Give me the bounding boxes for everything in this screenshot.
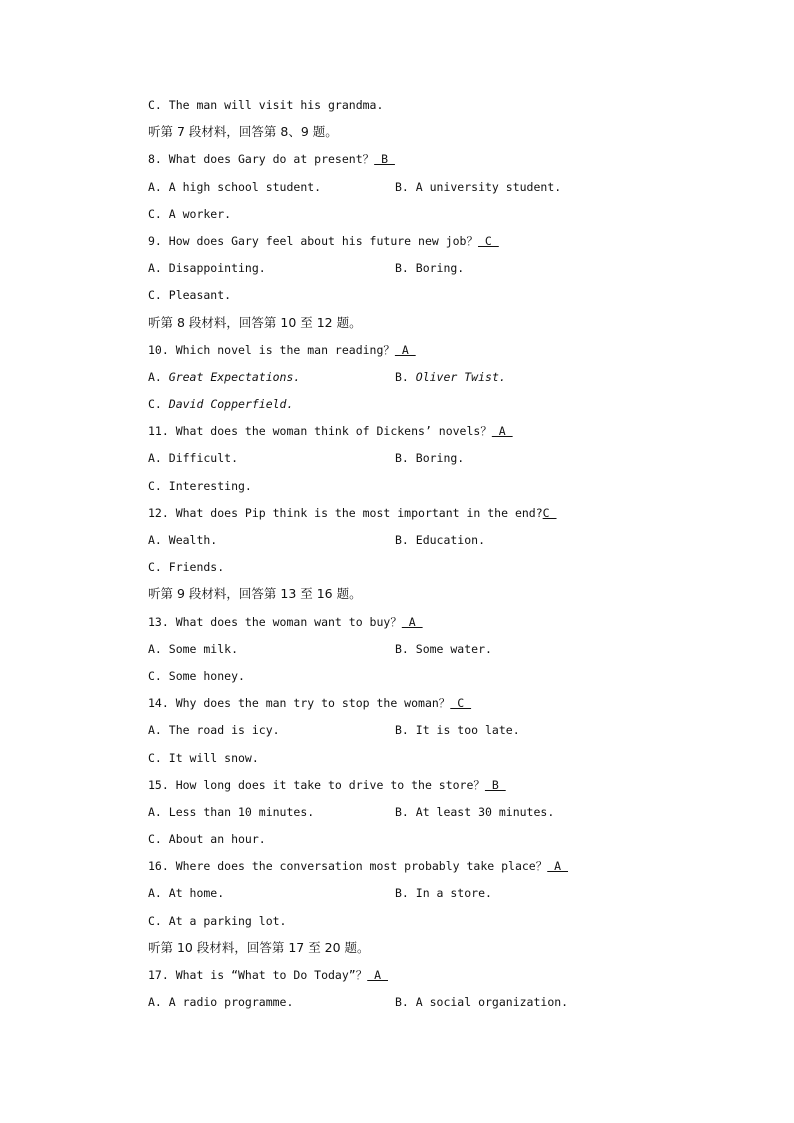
option-c: C. At a parking lot. — [148, 913, 287, 928]
answer-blank: A — [367, 968, 388, 982]
question-text: 17. What is “What to Do Today”？ — [148, 968, 368, 982]
question-text: 14. Why does the man try to stop the woman？ — [148, 696, 451, 711]
question — [148, 774, 748, 801]
question — [148, 420, 748, 447]
option-row — [148, 882, 748, 909]
option-c: C. About an hour. — [148, 832, 266, 847]
option-c: C. The man will visit his grandma. — [148, 98, 384, 112]
question — [148, 339, 748, 366]
option-a: A. A high school student. — [148, 179, 322, 194]
option-row — [148, 447, 748, 474]
question — [148, 855, 748, 882]
option-c: C. A worker. — [148, 206, 232, 221]
option-a: A. Disappointing. — [148, 261, 266, 276]
answer-blank: C — [478, 233, 499, 248]
worksheet-page — [148, 94, 748, 1018]
option-a: A. At home. — [148, 886, 225, 901]
option-b: B. At least 30 minutes. — [395, 804, 555, 819]
option-a — [148, 366, 395, 393]
question-text: 16. Where does the conversation most probably take place？ — [148, 859, 548, 874]
answer-blank: A — [394, 342, 416, 357]
option-row — [148, 257, 748, 284]
question-text: 9. How does Gary feel about his future new job？ — [148, 233, 478, 248]
question-text: 13. What does the woman want to buy？ — [148, 614, 402, 629]
option-a: A. A radio programme. — [148, 995, 294, 1010]
option-b: B. It is too late. — [395, 723, 520, 738]
question — [148, 692, 748, 719]
book-title: Oliver Twist. — [415, 369, 506, 384]
option-row — [148, 529, 748, 556]
option-a: A. The road is icy. — [148, 723, 280, 738]
option-row — [148, 991, 748, 1018]
option-b: B. Boring. — [395, 261, 465, 276]
answer-blank: A — [491, 424, 513, 439]
option-letter: B. — [395, 369, 416, 384]
question — [148, 148, 748, 175]
book-title: Great Expectations. — [168, 369, 301, 384]
option-row — [148, 176, 748, 203]
answer-blank: A — [401, 614, 423, 629]
question — [148, 502, 748, 529]
option-a: A. Less than 10 minutes. — [148, 804, 315, 819]
option-b: B. Education. — [395, 533, 486, 547]
question — [148, 964, 748, 991]
section-instruction: 听第 10 段材料，回答第 17 至 20 题。 — [148, 939, 370, 955]
option-c — [148, 393, 748, 420]
option-row — [148, 638, 748, 665]
answer-blank: A — [547, 859, 569, 874]
option-b: B. A university student. — [395, 179, 562, 194]
option-row — [148, 719, 748, 746]
answer-blank: B — [484, 777, 506, 792]
option-a: A. Wealth. — [148, 533, 218, 547]
section-instruction: 听第 8 段材料，回答第 10 至 12 题。 — [148, 314, 362, 330]
option-row — [148, 801, 748, 828]
option-c: C. Friends. — [148, 560, 225, 575]
option-b — [395, 366, 506, 393]
option-a: A. Difficult. — [148, 451, 239, 466]
option-b: B. Boring. — [395, 451, 465, 466]
book-title: David Copperfield. — [168, 397, 294, 412]
option-c: C. Pleasant. — [148, 288, 232, 303]
section-instruction: 听第 7 段材料，回答第 8、9 题。 — [148, 124, 338, 140]
question-text: 11. What does the woman think of Dickens’ novels？ — [148, 424, 492, 439]
option-b: B. A social organization. — [395, 995, 569, 1010]
option-row — [148, 366, 748, 393]
question — [148, 230, 748, 257]
option-c: C. It will snow. — [148, 750, 259, 765]
question-text: 12. What does Pip think is the most important in the end? — [148, 505, 543, 520]
option-a: A. Some milk. — [148, 641, 239, 656]
option-c: C. Some honey. — [148, 668, 245, 683]
option-b: B. Some water. — [395, 641, 492, 656]
question-text: 8. What does Gary do at present？ — [148, 152, 375, 167]
option-letter: C. — [148, 397, 169, 412]
question-text: 15. How long does it take to drive to the store？ — [148, 777, 485, 792]
option-letter: A. — [148, 369, 169, 384]
section-instruction: 听第 9 段材料，回答第 13 至 16 题。 — [148, 586, 362, 602]
answer-blank: C — [450, 696, 472, 711]
option-b: B. In a store. — [395, 886, 492, 901]
question-text: 10. Which novel is the man reading？ — [148, 342, 395, 357]
option-c: C. Interesting. — [148, 478, 252, 493]
answer-blank: B — [374, 152, 395, 167]
answer-blank: C — [542, 505, 557, 520]
question — [148, 611, 748, 638]
